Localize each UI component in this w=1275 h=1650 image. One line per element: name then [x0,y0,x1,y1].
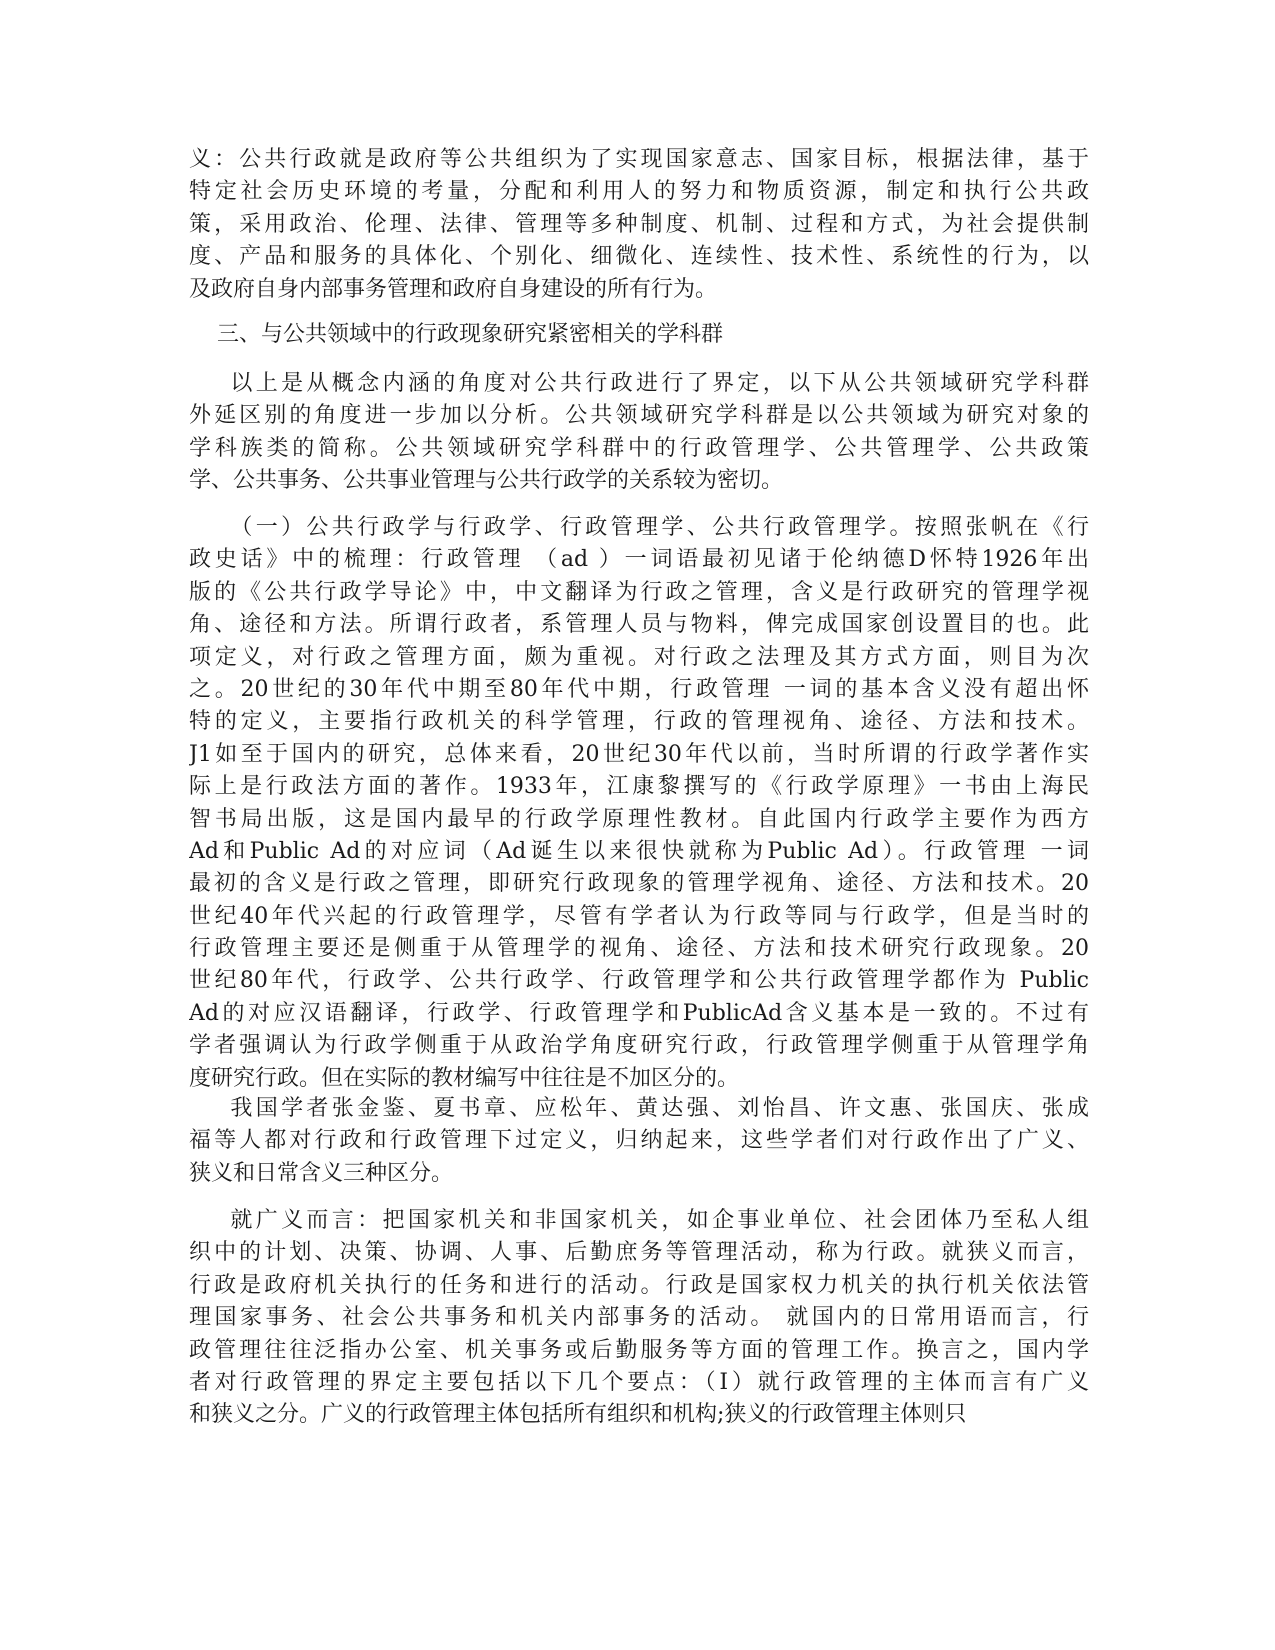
text-line: 际上是行政法方面的著作。1933年，江康黎撰写的《行政学原理》一书由上海民 [189,774,1089,800]
heading-line: 三、与公共领域中的行政现象研究紧密相关的学科群 [189,322,723,347]
text-line: 策，采用政治、伦理、法律、管理等多种制度、机制、过程和方式，为社会提供制 [189,211,1089,237]
text-line: 智书局出版，这是国内最早的行政学原理性教材。自此国内行政学主要作为西方 [189,806,1089,832]
text-line: 版的《公共行政学导论》中，中文翻译为行政之管理，含义是行政研究的管理学视 [189,579,1089,605]
paragraph-public-administration-history [189,512,1089,1095]
paragraph-definition [189,144,1089,306]
text-line: 义：公共行政就是政府等公共组织为了实现国家意志、国家目标，根据法律，基于 [189,147,1089,172]
text-line: 者对行政管理的界定主要包括以下几个要点：（I）就行政管理的主体而言有广义 [189,1369,1089,1395]
text-line: Ad的对应汉语翻译，行政学、行政管理学和PublicAd含义基本是一致的。不过有 [189,1000,1089,1026]
text-line: 特的定义，主要指行政机关的科学管理，行政的管理视角、途径、方法和技术。 [189,709,1089,735]
text-line: 学者强调认为行政学侧重于从政治学角度研究行政，行政管理学侧重于从管理学角 [189,1033,1089,1059]
text-line: 外延区别的角度进一步加以分析。公共领域研究学科群是以公共领域为研究对象的 [189,403,1089,429]
text-line: Ad和Public Ad的对应词（Ad诞生以来很快就称为Public Ad）。行政管理 一词 [189,838,1089,864]
text-line: （一）公共行政学与行政学、行政管理学、公共行政管理学。按照张帆在《行 [189,515,1089,540]
text-line: 最初的含义是行政之管理，即研究行政现象的管理学视角、途径、方法和技术。20 [189,871,1089,897]
text-line: 政管理往往泛指办公室、机关事务或后勤服务等方面的管理工作。换言之，国内学 [189,1337,1089,1363]
text-line: 度研究行政。但在实际的教材编写中往往是不加区分的。 [189,1065,740,1091]
text-line: 行政管理主要还是侧重于从管理学的视角、途径、方法和技术研究行政现象。20 [189,936,1089,962]
text-line: 就广义而言：把国家机关和非国家机关，如企事业单位、社会团体乃至私人组 [189,1208,1089,1233]
paragraph-discipline-group [189,368,1089,498]
section-heading [189,319,1089,351]
text-line: 之。20世纪的30年代中期至80年代中期，行政管理 一词的基本含义没有超出怀 [189,676,1089,702]
text-line: 行政是政府机关执行的任务和进行的活动。行政是国家权力机关的执行机关依法管 [189,1272,1089,1298]
text-line: 项定义，对行政之管理方面，颇为重视。对行政之法理及其方式方面，则目为次 [189,644,1089,670]
text-line: 织中的计划、决策、协调、人事、后勤庶务等管理活动，称为行政。就狭义而言， [189,1240,1089,1266]
text-line: 政史话》中的梳理：行政管理 （ad ）一词语最初见诸于伦纳德D怀特1926年出 [189,547,1089,573]
text-line: 和狭义之分。广义的行政管理主体包括所有组织和机构;狭义的行政管理主体则只 [189,1402,967,1428]
text-line: 学、公共事务、公共事业管理与公共行政学的关系较为密切。 [189,468,784,494]
text-line: 及政府自身内部事务管理和政府自身建设的所有行为。 [189,276,718,302]
text-line: 理国家事务、社会公共事务和机关内部事务的活动。 就国内的日常用语而言，行 [189,1305,1089,1331]
text-line: 我国学者张金鉴、夏书章、应松年、黄达强、刘怡昌、许文惠、张国庆、张成 [189,1096,1089,1121]
text-line: 度、产品和服务的具体化、个别化、细微化、连续性、技术性、系统性的行为，以 [189,244,1089,270]
text-line: 角、途径和方法。所谓行政者，系管理人员与物料，俾完成国家创设置目的也。此 [189,612,1089,638]
text-line: 学科族类的简称。公共领域研究学科群中的行政管理学、公共管理学、公共政策 [189,435,1089,461]
paragraph-broad-narrow-definition [189,1205,1089,1432]
text-line: J1如至于国内的研究，总体来看，20世纪30年代以前，当时所谓的行政学著作实 [189,741,1089,767]
text-line: 特定社会历史环境的考量，分配和利用人的努力和物质资源，制定和执行公共政 [189,179,1089,205]
text-line: 世纪80年代，行政学、公共行政学、行政管理学和公共行政管理学都作为 Public [189,968,1089,994]
text-line: 狭义和日常含义三种区分。 [189,1160,454,1186]
text-line: 世纪40年代兴起的行政管理学，尽管有学者认为行政等同与行政学，但是当时的 [189,903,1089,929]
text-line: 以上是从概念内涵的角度对公共行政进行了界定，以下从公共领域研究学科群 [189,371,1089,396]
text-line: 福等人都对行政和行政管理下过定义，归纳起来，这些学者们对行政作出了广义、 [189,1128,1089,1154]
paragraph-scholars [189,1093,1089,1190]
